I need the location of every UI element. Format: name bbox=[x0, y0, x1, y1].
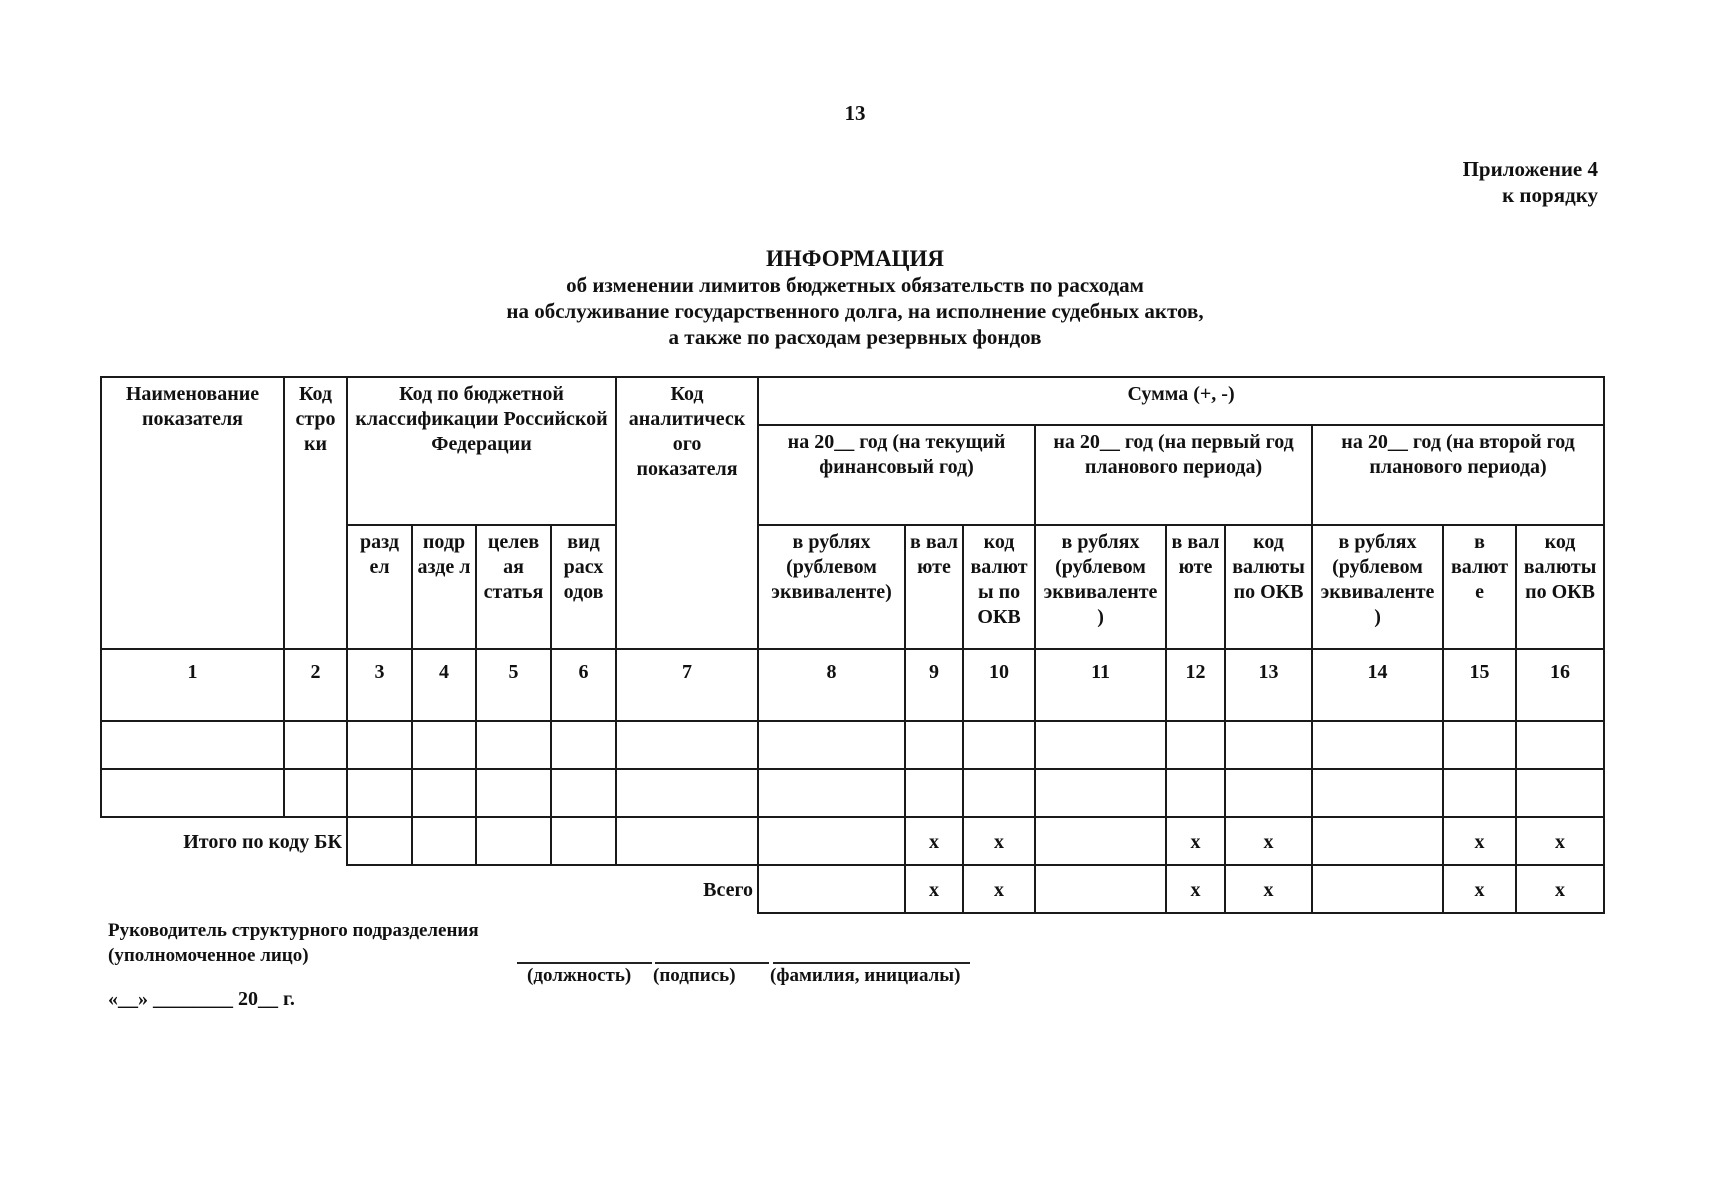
table-cell[interactable] bbox=[758, 721, 905, 769]
table-cell[interactable] bbox=[905, 721, 963, 769]
column-number: 1 bbox=[101, 649, 284, 721]
column-number: 16 bbox=[1516, 649, 1604, 721]
table-cell[interactable] bbox=[476, 817, 551, 865]
table-cell[interactable] bbox=[758, 865, 905, 913]
table-cell[interactable] bbox=[476, 769, 551, 817]
column-number: 4 bbox=[412, 649, 476, 721]
table-cell[interactable] bbox=[1312, 865, 1443, 913]
appendix-line1: Приложение 4 bbox=[1462, 157, 1598, 181]
table-cell[interactable] bbox=[616, 817, 758, 865]
table-cell[interactable] bbox=[1166, 721, 1225, 769]
x-mark: x bbox=[1225, 817, 1312, 865]
header-year1: на 20__ год (на текущий финансовый год) bbox=[758, 425, 1035, 525]
column-number: 14 bbox=[1312, 649, 1443, 721]
x-mark: x bbox=[1443, 865, 1516, 913]
header-y3-rub: в рублях (рублевом эквиваленте ) bbox=[1312, 525, 1443, 649]
table-cell[interactable] bbox=[347, 769, 412, 817]
table-cell[interactable] bbox=[347, 721, 412, 769]
header-expense-type: вид расх одов bbox=[551, 525, 616, 649]
position-label: (должность) bbox=[527, 965, 632, 986]
title-line1: об изменении лимитов бюджетных обязательств по расходам bbox=[566, 273, 1144, 297]
table-cell[interactable] bbox=[616, 721, 758, 769]
table-cell[interactable] bbox=[1035, 721, 1166, 769]
x-mark: x bbox=[1443, 817, 1516, 865]
page-number: 13 bbox=[844, 101, 866, 125]
sign-line[interactable] bbox=[655, 962, 769, 964]
header-year2: на 20__ год (на первый год планового периода) bbox=[1035, 425, 1312, 525]
header-y1-rub: в рублях (рублевом эквиваленте) bbox=[758, 525, 905, 649]
table-cell[interactable] bbox=[1312, 721, 1443, 769]
document-title bbox=[0, 246, 1710, 350]
position-line[interactable] bbox=[517, 962, 652, 964]
date-line: «__» ________ 20__ г. bbox=[108, 988, 295, 1010]
column-number: 7 bbox=[616, 649, 758, 721]
signature-line2: (уполномоченное лицо) bbox=[108, 945, 309, 966]
table-cell[interactable] bbox=[1225, 769, 1312, 817]
header-target: целев ая статья bbox=[476, 525, 551, 649]
header-sum: Сумма (+, -) bbox=[758, 377, 1604, 425]
table-cell[interactable] bbox=[758, 769, 905, 817]
column-number: 12 bbox=[1166, 649, 1225, 721]
column-number: 10 bbox=[963, 649, 1035, 721]
column-number: 6 bbox=[551, 649, 616, 721]
column-number: 8 bbox=[758, 649, 905, 721]
total-bk-row bbox=[101, 817, 1604, 865]
table-cell[interactable] bbox=[101, 721, 284, 769]
appendix-note bbox=[1463, 156, 1598, 208]
header-row-code: Код стро ки bbox=[284, 377, 347, 649]
table-cell[interactable] bbox=[101, 769, 284, 817]
x-mark: x bbox=[905, 865, 963, 913]
header-razdel: разд ел bbox=[347, 525, 412, 649]
table-cell[interactable] bbox=[1312, 817, 1443, 865]
header-name: Наименование показателя bbox=[101, 377, 284, 649]
table-cell[interactable] bbox=[1225, 721, 1312, 769]
column-number: 5 bbox=[476, 649, 551, 721]
table-cell[interactable] bbox=[412, 769, 476, 817]
table-cell[interactable] bbox=[284, 769, 347, 817]
table-cell[interactable] bbox=[905, 769, 963, 817]
table-cell[interactable] bbox=[1443, 769, 1516, 817]
title-main: ИНФОРМАЦИЯ bbox=[765, 246, 945, 271]
total-bk-label: Итого по коду БК bbox=[183, 831, 342, 853]
header-y2-code: код валюты по ОКВ bbox=[1225, 525, 1312, 649]
column-number: 3 bbox=[347, 649, 412, 721]
x-mark: x bbox=[963, 817, 1035, 865]
table-row bbox=[101, 721, 1604, 769]
table-cell[interactable] bbox=[1516, 721, 1604, 769]
header-y1-cur: в вал юте bbox=[905, 525, 963, 649]
table-cell[interactable] bbox=[1035, 865, 1166, 913]
header-year3: на 20__ год (на второй год планового периода) bbox=[1312, 425, 1604, 525]
table-cell[interactable] bbox=[1035, 769, 1166, 817]
title-line3: а также по расходам резервных фондов bbox=[668, 325, 1042, 349]
x-mark: x bbox=[1516, 865, 1604, 913]
title-line2: на обслуживание государственного долга, на исполнение судебных актов, bbox=[506, 299, 1204, 323]
x-mark: x bbox=[1166, 817, 1225, 865]
header-y3-cur: в валют е bbox=[1443, 525, 1516, 649]
table-cell[interactable] bbox=[1035, 817, 1166, 865]
x-mark: x bbox=[1225, 865, 1312, 913]
table-cell[interactable] bbox=[551, 721, 616, 769]
info-table bbox=[100, 376, 1605, 914]
x-mark: x bbox=[1516, 817, 1604, 865]
table-cell[interactable] bbox=[1443, 721, 1516, 769]
x-mark: x bbox=[963, 865, 1035, 913]
column-number: 15 bbox=[1443, 649, 1516, 721]
name-line[interactable] bbox=[773, 962, 970, 964]
table-cell[interactable] bbox=[1166, 769, 1225, 817]
sign-label: (подпись) bbox=[653, 965, 736, 986]
signature-block bbox=[108, 918, 479, 968]
header-y2-rub: в рублях (рублевом эквиваленте ) bbox=[1035, 525, 1166, 649]
header-bk-code: Код по бюджетной классификации Российской Федерации bbox=[347, 377, 616, 525]
table-cell[interactable] bbox=[1516, 769, 1604, 817]
table-row bbox=[101, 769, 1604, 817]
header-y2-cur: в вал юте bbox=[1166, 525, 1225, 649]
table-cell[interactable] bbox=[963, 721, 1035, 769]
header-podrazdel: подр азде л bbox=[412, 525, 476, 649]
header-y3-code: код валюты по ОКВ bbox=[1516, 525, 1604, 649]
column-number: 2 bbox=[284, 649, 347, 721]
table-cell[interactable] bbox=[758, 817, 905, 865]
x-mark: x bbox=[1166, 865, 1225, 913]
table-cell[interactable] bbox=[616, 769, 758, 817]
table-cell[interactable] bbox=[551, 769, 616, 817]
appendix-line2: к порядку bbox=[1502, 183, 1598, 207]
total-all-row bbox=[101, 865, 1604, 913]
table-cell[interactable] bbox=[551, 817, 616, 865]
column-number: 13 bbox=[1225, 649, 1312, 721]
header-analytic-code: Код аналитическ ого показателя bbox=[616, 377, 758, 649]
table-cell[interactable] bbox=[476, 721, 551, 769]
column-number: 9 bbox=[905, 649, 963, 721]
total-all-label: Всего bbox=[703, 879, 754, 901]
column-number: 11 bbox=[1035, 649, 1166, 721]
table-cell[interactable] bbox=[412, 817, 476, 865]
table-cell[interactable] bbox=[1312, 769, 1443, 817]
signature-line1: Руководитель структурного подразделения bbox=[108, 920, 479, 941]
table-cell[interactable] bbox=[963, 769, 1035, 817]
x-mark: x bbox=[905, 817, 963, 865]
header-y1-code: код валют ы по ОКВ bbox=[963, 525, 1035, 649]
table-cell[interactable] bbox=[284, 721, 347, 769]
name-label: (фамилия, инициалы) bbox=[770, 965, 961, 986]
table-cell[interactable] bbox=[347, 817, 412, 865]
table-cell[interactable] bbox=[412, 721, 476, 769]
